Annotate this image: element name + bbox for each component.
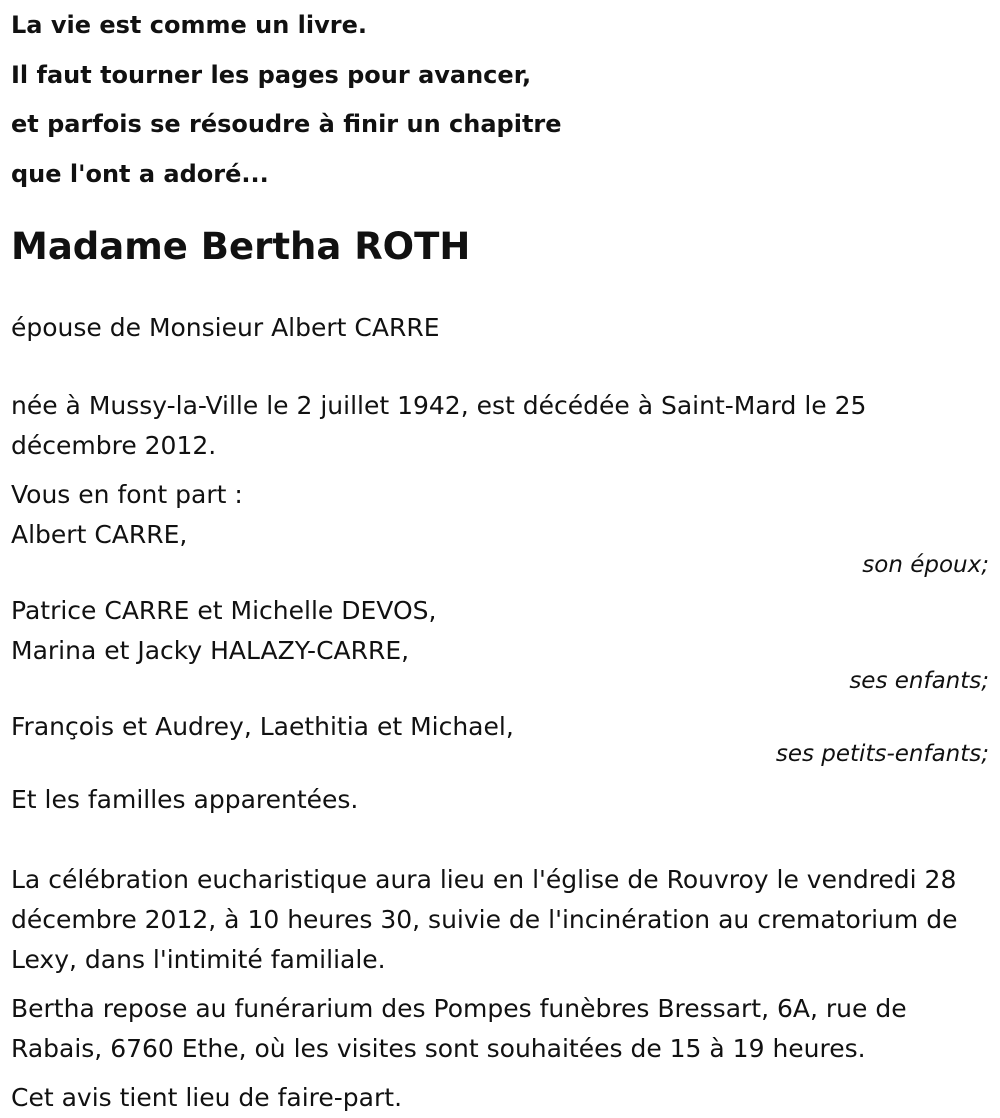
deceased-name: Madame Bertha ROTH [11,225,471,268]
ceremony-paragraph: La célébration eucharistique aura lieu en l'église de Rouvroy le vendredi 28 décembre 2012, à 10 heures 30, suivie de l'incinération au crematorium de Lexy, dans l'intimité familiale. [11,865,958,974]
obituary-notice [11,0,991,1118]
family-section [11,475,991,820]
grandchildren-role: ses petits-enfants; [775,741,989,767]
quote-line: La vie est comme un livre. [11,11,367,39]
grandchildren-entry: François et Audrey, Laethitia et Michael, [11,712,514,741]
quote-line: que l'ont a adoré... [11,159,269,188]
quote-line: Il faut tourner les pages pour avancer, [11,60,532,89]
closing-line: Cet avis tient lieu de faire-part. [11,1083,403,1112]
spouse-name: Albert CARRE, [11,520,188,549]
epigraph-quote [11,0,991,199]
children-role: ses enfants; [849,668,989,694]
quote-line: et parfois se résoudre à finir un chapitre [11,110,562,138]
funerarium-paragraph: Bertha repose au funérarium des Pompes funèbres Bressart, 6A, rue de Rabais, 6760 Ethe, où les visites sont souhaitées de 15 à 19 heures. [11,994,907,1063]
child-entry: Patrice CARRE et Michelle DEVOS, [11,596,437,625]
relatives-line: Et les familles apparentées. [11,785,359,814]
spouse-line: épouse de Monsieur Albert CARRE [11,313,440,342]
spouse-role: son époux; [862,552,989,578]
child-entry: Marina et Jacky HALAZY-CARRE, [11,636,410,665]
announcement-intro: Vous en font part : [11,480,243,509]
birth-death-paragraph: née à Mussy-la-Ville le 2 juillet 1942, est décédée à Saint-Mard le 25 décembre 2012. [11,391,867,460]
